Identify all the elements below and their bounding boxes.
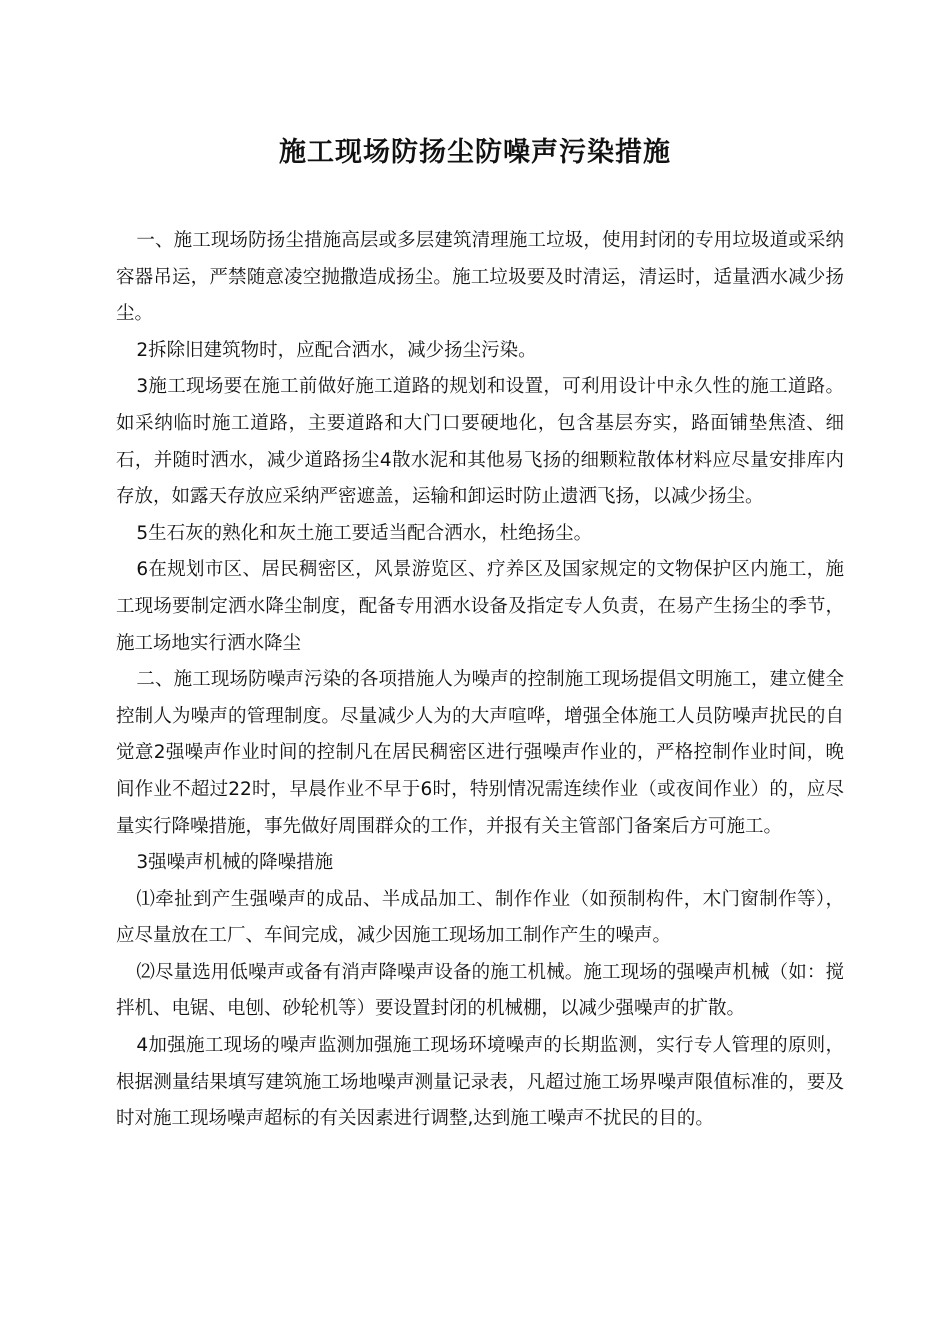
document-body — [116, 223, 844, 1138]
paragraph-machine-noise-1: ⑴牵扯到产生强噪声的成品、半成品加工、制作作业（如预制构件，木门窗制作等），应尽量放在工厂、车间完成，减少因施工现场加工制作产生的噪声。 — [116, 888, 844, 947]
paragraph-demolition: 2拆除旧建筑物时，应配合洒水，减少扬尘污染。 — [136, 339, 537, 361]
paragraph-urban-areas: 6在规划市区、居民稠密区，风景游览区、疗养区及国家规定的文物保护区内施工，施工现场要制定洒水降尘制度，配备专用洒水设备及指定专人负责，在易产生扬尘的季节，施工场地实行洒水降尘 — [116, 559, 844, 654]
paragraph-dust-intro: 一、施工现场防扬尘措施高层或多层建筑清理施工垃圾，使用封闭的专用垃圾道或采纳容器吊运，严禁随意凌空抛撒造成扬尘。施工垃圾要及时清运，清运时，适量洒水减少扬尘。 — [116, 230, 844, 325]
paragraph-noise-intro: 二、施工现场防噪声污染的各项措施人为噪声的控制施工现场提倡文明施工，建立健全控制人为噪声的管理制度。尽量减少人为的大声喧哗，增强全体施工人员防噪声扰民的自觉意2强噪声作业时间的控制凡在居民稠密区进行强噪声作业的，严格控制作业时间，晚间作业不超过22时，早晨作业不早于6时，特别情况需连续作业（或夜间作业）的，应尽量实行降噪措施，事先做好周围群众的工作，并报有关主管部门备案后方可施工。 — [116, 669, 844, 837]
document-title: 施工现场防扬尘防噪声污染措施 — [279, 137, 671, 168]
paragraph-machine-noise-heading: 3强噪声机械的降噪措施 — [136, 852, 334, 874]
paragraph-lime: 5生石灰的熟化和灰土施工要适当配合洒水，杜绝扬尘。 — [136, 522, 593, 544]
paragraph-roads: 3施工现场要在施工前做好施工道路的规划和设置，可利用设计中永久性的施工道路。如采纳临时施工道路，主要道路和大门口要硬地化，包含基层夯实，路面铺垫焦渣、细石，并随时洒水，减少道路扬尘4散水泥和其他易飞扬的细颗粒散体材料应尽量安排库内存放，如露天存放应采纳严密遮盖，运输和卸运时防止遗洒飞扬，以减少扬尘。 — [116, 376, 844, 508]
paragraph-noise-monitoring: 4加强施工现场的噪声监测加强施工现场环境噪声的长期监测，实行专人管理的原则，根据测量结果填写建筑施工场地噪声测量记录表，凡超过施工场界噪声限值标准的，要及时对施工现场噪声超标的有关因素进行调整,达到施工噪声不扰民的目的。 — [116, 1035, 844, 1130]
paragraph-machine-noise-2: ⑵尽量选用低噪声或备有消声降噪声设备的施工机械。施工现场的强噪声机械（如：搅拌机、电锯、电刨、砂轮机等）要设置封闭的机械棚，以减少强噪声的扩散。 — [116, 961, 844, 1020]
